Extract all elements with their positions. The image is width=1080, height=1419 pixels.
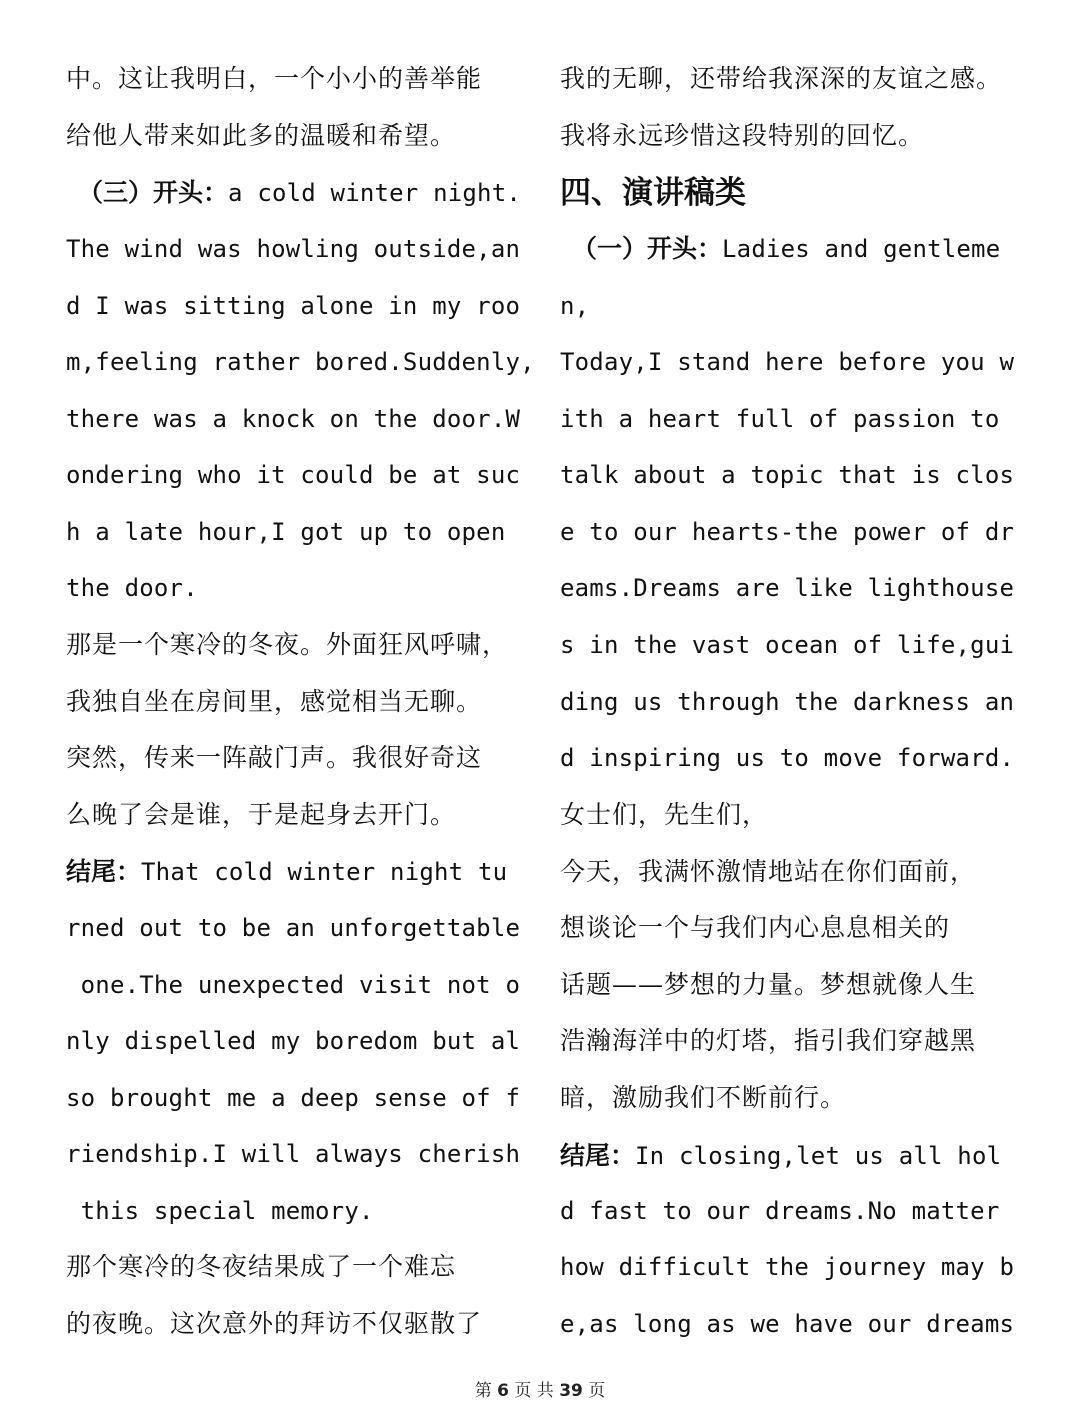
section3-ending-en-7: this special memory. <box>66 1197 374 1225</box>
intro-line-2: 给他人带来如此多的温暖和希望。 <box>66 121 457 150</box>
section3-ending-en-5: so brought me a deep sense of f <box>66 1084 521 1112</box>
speech-opening-zh-1: 女士们，先生们， <box>560 800 769 829</box>
current-page-number: 6 <box>497 1381 509 1401</box>
speech-opening-en-6: e to our hearts-the power of dr <box>560 518 1015 546</box>
section3-opening-en-7: h a late hour,I got up to open <box>66 518 506 546</box>
section4-title: 四、演讲稿类 <box>560 175 746 211</box>
section3-ending-zh-1: 那个寒冷的冬夜结果成了一个难忘 <box>66 1252 457 1281</box>
section3-ending-en-3: one.The unexpected visit not o <box>66 971 521 999</box>
section3-opening-line-1 <box>78 177 521 209</box>
section3-ending-label: 结尾： <box>66 857 142 886</box>
section3-ending-en-4: nly dispelled my boredom but al <box>66 1027 521 1055</box>
section3-opening-en-1: a cold winter night. <box>228 179 521 207</box>
section3-ending-zh-2: 的夜晚。这次意外的拜访不仅驱散了 <box>66 1309 483 1338</box>
section3-ending-en-6: riendship.I will always cherish <box>66 1140 521 1168</box>
section3-opening-zh-3: 突然，传来一阵敲门声。我很好奇这 <box>66 743 483 772</box>
speech-opening-en-9: ding us through the darkness an <box>560 688 1015 716</box>
speech-opening-label: （一）开头： <box>572 234 723 263</box>
section3-opening-en-3: d I was sitting alone in my roo <box>66 292 521 320</box>
section3-ending-en-2: rned out to be an unforgettable <box>66 914 521 942</box>
speech-ending-en-3: how difficult the journey may b <box>560 1253 1015 1281</box>
section3-opening-en-5: there was a knock on the door.W <box>66 405 521 433</box>
section3-opening-en-4: m,feeling rather bored.Suddenly, <box>66 348 535 376</box>
footer-suffix: 页 <box>588 1381 606 1401</box>
carry-line-2: 我将永远珍惜这段特别的回忆。 <box>560 121 925 150</box>
speech-opening-line-1 <box>572 233 1000 265</box>
section3-opening-zh-2: 我独自坐在房间里，感觉相当无聊。 <box>66 687 483 716</box>
section3-ending-line-1 <box>66 856 507 888</box>
speech-opening-zh-5: 浩瀚海洋中的灯塔，指引我们穿越黑 <box>560 1026 977 1055</box>
speech-opening-en-5: talk about a topic that is clos <box>560 461 1015 489</box>
speech-ending-en-2: d fast to our dreams.No matter <box>560 1197 1000 1225</box>
speech-opening-en-10: d inspiring us to move forward. <box>560 744 1015 772</box>
total-pages-number: 39 <box>559 1381 583 1401</box>
section3-ending-en-1: That cold winter night tu <box>141 858 508 886</box>
speech-opening-zh-2: 今天，我满怀激情地站在你们面前， <box>560 857 977 886</box>
section3-opening-label: （三）开头： <box>78 178 229 207</box>
speech-opening-en-4: ith a heart full of passion to <box>560 405 1000 433</box>
speech-opening-en-1: Ladies and gentleme <box>722 235 1001 263</box>
speech-ending-line-1 <box>560 1140 1001 1172</box>
intro-line-1: 中。这让我明白，一个小小的善举能 <box>66 64 483 93</box>
speech-opening-zh-4: 话题——梦想的力量。梦想就像人生 <box>560 970 977 999</box>
carry-line-1: 我的无聊，还带给我深深的友谊之感。 <box>560 64 1003 93</box>
section3-opening-en-6: ondering who it could be at suc <box>66 461 521 489</box>
section3-opening-en-8: the door. <box>66 574 198 602</box>
section3-opening-zh-1: 那是一个寒冷的冬夜。外面狂风呼啸， <box>66 630 509 659</box>
page-footer <box>0 1376 1080 1401</box>
speech-opening-zh-3: 想谈论一个与我们内心息息相关的 <box>560 913 951 942</box>
speech-opening-zh-6: 暗，激励我们不断前行。 <box>560 1083 847 1112</box>
section3-opening-zh-4: 么晚了会是谁，于是起身去开门。 <box>66 800 457 829</box>
speech-opening-en-2: n, <box>560 292 590 320</box>
speech-opening-en-7: eams.Dreams are like lighthouse <box>560 574 1015 602</box>
section3-opening-en-2: The wind was howling outside,an <box>66 235 521 263</box>
speech-ending-en-1: In closing,let us all hol <box>635 1142 1002 1170</box>
speech-opening-en-3: Today,I stand here before you w <box>560 348 1015 376</box>
speech-ending-en-4: e,as long as we have our dreams <box>560 1310 1015 1338</box>
speech-opening-en-8: s in the vast ocean of life,gui <box>560 631 1015 659</box>
speech-ending-label: 结尾： <box>560 1141 636 1170</box>
footer-middle: 页 共 <box>514 1381 554 1401</box>
footer-prefix: 第 <box>474 1381 492 1401</box>
